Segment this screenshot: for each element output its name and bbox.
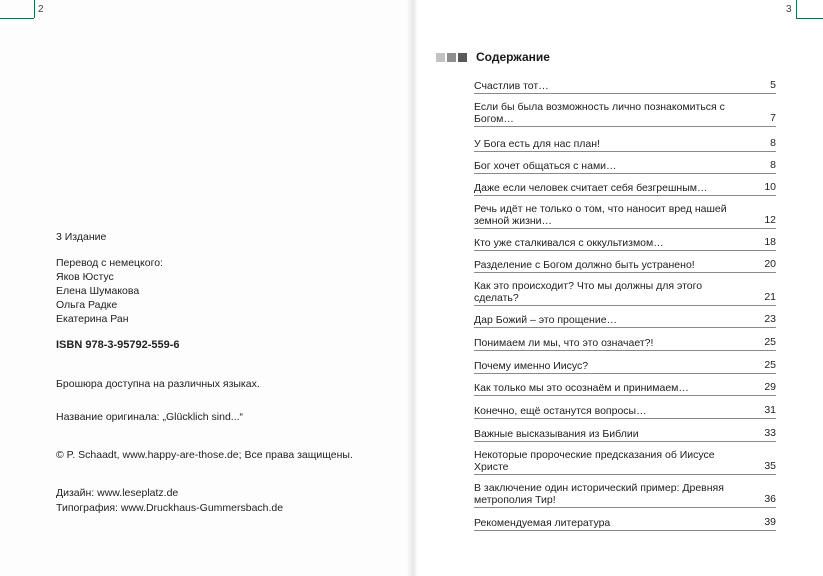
toc-item-page: 23 xyxy=(764,313,776,325)
toc-item xyxy=(474,508,776,531)
toc-item-page: 36 xyxy=(764,493,776,505)
page-number-right: 3 xyxy=(786,4,792,15)
table-of-contents xyxy=(474,72,776,531)
corner-mark-right xyxy=(796,0,797,18)
toc-item-page: 25 xyxy=(764,359,776,371)
toc-header xyxy=(436,50,550,64)
toc-item xyxy=(474,475,776,508)
toc-item-title: У Бога есть для нас план! xyxy=(474,138,600,150)
typography-credit: Типография: www.Druckhaus-Gummersbach.de xyxy=(56,502,284,514)
toc-item-title: Дар Божий – это прощение… xyxy=(474,314,618,326)
square-dark-icon xyxy=(458,53,467,62)
book-gutter xyxy=(406,0,418,576)
toc-item xyxy=(474,94,776,127)
toc-item-page: 21 xyxy=(764,291,776,303)
toc-item xyxy=(474,273,776,306)
toc-item-page: 39 xyxy=(764,516,776,528)
toc-item xyxy=(474,72,776,94)
toc-item xyxy=(474,127,776,152)
toc-item-title: Почему именно Иисус? xyxy=(474,360,589,372)
toc-item-title: Как только мы это осознаём и принимаем… xyxy=(474,382,689,394)
toc-item-page: 29 xyxy=(764,381,776,393)
square-mid-icon xyxy=(447,53,456,62)
translator-name: Елена Шумакова xyxy=(56,285,140,297)
toc-item-page: 33 xyxy=(764,427,776,439)
toc-item-title: Речь идёт не только о том, что наносит вред нашей земной жизни… xyxy=(474,203,727,227)
toc-item-title: Кто уже сталкивался с оккультизмом… xyxy=(474,237,664,249)
edition-text: 3 Издание xyxy=(56,231,107,243)
toc-item xyxy=(474,396,776,419)
toc-item-title: Некоторые пророческие предсказания об Иисусе Христе xyxy=(474,449,715,473)
toc-item xyxy=(474,251,776,273)
toc-item-title: Если бы была возможность лично познакомиться с Богом… xyxy=(474,101,725,125)
translator-name: Ольга Радке xyxy=(56,299,118,311)
corner-mark-right-horizontal xyxy=(796,18,823,19)
page-number-left: 2 xyxy=(38,4,44,15)
toc-item xyxy=(474,351,776,374)
toc-item-title: Даже если человек считает себя безгрешным… xyxy=(474,182,708,194)
toc-title: Содержание xyxy=(476,50,550,64)
toc-item-title: В заключение один исторический пример: Древняя метрополия Тир! xyxy=(474,482,724,506)
toc-item-page: 7 xyxy=(770,112,776,124)
toc-item-page: 5 xyxy=(770,79,776,91)
toc-item-page: 20 xyxy=(764,258,776,270)
toc-item xyxy=(474,306,776,328)
languages-note: Брошюра доступна на различных языках. xyxy=(56,378,260,390)
translation-heading: Перевод с немецкого: xyxy=(56,257,163,269)
toc-item-page: 25 xyxy=(764,336,776,348)
isbn: ISBN 978-3-95792-559-6 xyxy=(56,339,180,351)
toc-item-page: 8 xyxy=(770,159,776,171)
square-light-icon xyxy=(436,53,445,62)
corner-mark-left xyxy=(34,0,35,18)
translation-block xyxy=(56,256,163,326)
toc-item-title: Счастлив тот… xyxy=(474,80,549,92)
toc-item xyxy=(474,174,776,196)
original-title: Название оригинала: „Glücklich sind...“ xyxy=(56,411,244,423)
toc-item-title: Важные высказывания из Библии xyxy=(474,428,639,440)
translator-name: Екатерина Ран xyxy=(56,313,129,325)
toc-item xyxy=(474,442,776,475)
design-credit: Дизайн: www.leseplatz.de xyxy=(56,487,179,499)
toc-item-title: Бог хочет общаться с нами… xyxy=(474,160,617,172)
toc-item-title: Как это происходит? Что мы должны для этого сделать? xyxy=(474,280,703,304)
toc-item-page: 31 xyxy=(764,404,776,416)
toc-item xyxy=(474,328,776,351)
toc-item xyxy=(474,419,776,442)
toc-item xyxy=(474,196,776,229)
toc-item xyxy=(474,229,776,251)
toc-item xyxy=(474,374,776,396)
toc-item-title: Понимаем ли мы, что это означает?! xyxy=(474,337,654,349)
toc-item-page: 8 xyxy=(770,137,776,149)
toc-item-page: 10 xyxy=(764,181,776,193)
toc-item xyxy=(474,152,776,174)
toc-item-page: 12 xyxy=(764,214,776,226)
toc-item-title: Конечно, ещё останутся вопросы… xyxy=(474,405,647,417)
toc-item-title: Разделение с Богом должно быть устранено! xyxy=(474,259,695,271)
toc-item-page: 18 xyxy=(764,236,776,248)
toc-item-title: Рекомендуемая литература xyxy=(474,517,611,529)
translator-name: Яков Юстус xyxy=(56,271,114,283)
corner-mark-left-horizontal xyxy=(0,18,34,19)
copyright: © P. Schaadt, www.happy-are-those.de; Все права защищены. xyxy=(56,449,353,461)
toc-item-page: 35 xyxy=(764,460,776,472)
